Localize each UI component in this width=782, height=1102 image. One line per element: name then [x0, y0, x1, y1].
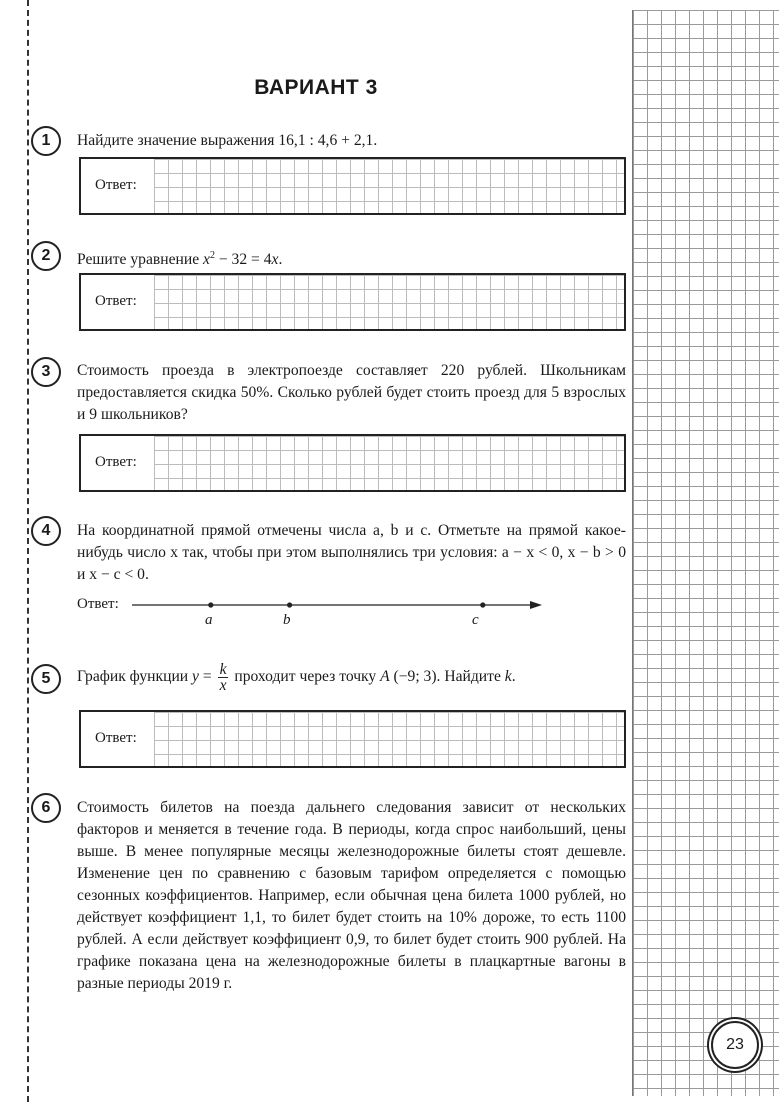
task-1-text: Найдите значение выражения 16,1 : 4,6 + 2,1.: [77, 132, 378, 149]
task-5-number: 5: [31, 664, 61, 694]
grid-margin: [632, 10, 779, 1096]
fraction: $\frac{k}{x}$: [219, 661, 227, 694]
point-label-c: c: [472, 612, 479, 628]
task-5-text: График функции y = $\frac{k}{x}$ проходит через точку A (−9; 3). Найдите k.: [77, 661, 516, 694]
answer-cells[interactable]: [154, 159, 624, 213]
answer-cells[interactable]: [154, 712, 624, 766]
point-label-a: a: [205, 612, 213, 628]
answer-cells[interactable]: [154, 436, 624, 490]
answer-label: Ответ:: [95, 454, 137, 470]
task-4-number: 4: [31, 516, 61, 546]
task-3-text: Стоимость проезда в электропоезде составляет 220 рублей. Школьникам предоставляется скидка 50%. Сколько рублей будет стоить проезд для 5 взрослых и 9 школьников?: [77, 362, 626, 423]
number-line-answer-label: Ответ:: [77, 596, 119, 612]
point-c: [480, 602, 485, 607]
task-3-answer-box[interactable]: [79, 434, 626, 492]
task-5-answer-box[interactable]: [79, 710, 626, 768]
point-a: [208, 602, 213, 607]
answer-label: Ответ:: [95, 177, 137, 193]
task-2-text: Решите уравнение $x^2 - 32 = 4x$.: [77, 250, 283, 269]
task-3-number: 3: [31, 357, 61, 387]
task-6-number: 6: [31, 793, 61, 823]
answer-label: Ответ:: [95, 293, 137, 309]
task-1-number: 1: [31, 126, 61, 156]
task-4-text: На координатной прямой отмечены числа a, b и c. Отметьте на прямой какое-нибудь число x так, чтобы при этом выполнялись три условия: a − x < 0, x − b > 0 и x − c < 0.: [77, 522, 626, 583]
point-label-b: b: [283, 612, 291, 628]
task-1-answer-box[interactable]: [79, 157, 626, 215]
task-6-text: Стоимость билетов на поезда дальнего следования зависит от нескольких факторов и меняется в течение года. В периоды, когда спрос наибольший, цены выше. В менее популярные месяцы железнодорожные билеты стоят дешевле. Изменение цен по сравнению с базовым тарифом определяется с помощью сезонных коэффициентов. Например, если обычная цена билета 1000 рублей, но действует коэффициент 1,1, то билет будет стоить на 10% дороже, то есть 1100 рублей. А если действует коэффициент 0,9, то билет будет стоить 900 рублей. На графике показана цена на железнодорожные билеты в плацкартные вагоны в разные периоды 2019 г.: [77, 799, 626, 992]
task-2-answer-box[interactable]: [79, 273, 626, 331]
answer-label: Ответ:: [95, 730, 137, 746]
answer-cells[interactable]: [154, 275, 624, 329]
task-2-number: 2: [31, 241, 61, 271]
page-number: 23: [711, 1021, 759, 1069]
number-line[interactable]: [130, 594, 545, 618]
number-line-arrow: [530, 601, 542, 609]
page-title: ВАРИАНТ 3: [254, 76, 378, 99]
cut-line: [27, 0, 29, 1102]
point-b: [287, 602, 292, 607]
